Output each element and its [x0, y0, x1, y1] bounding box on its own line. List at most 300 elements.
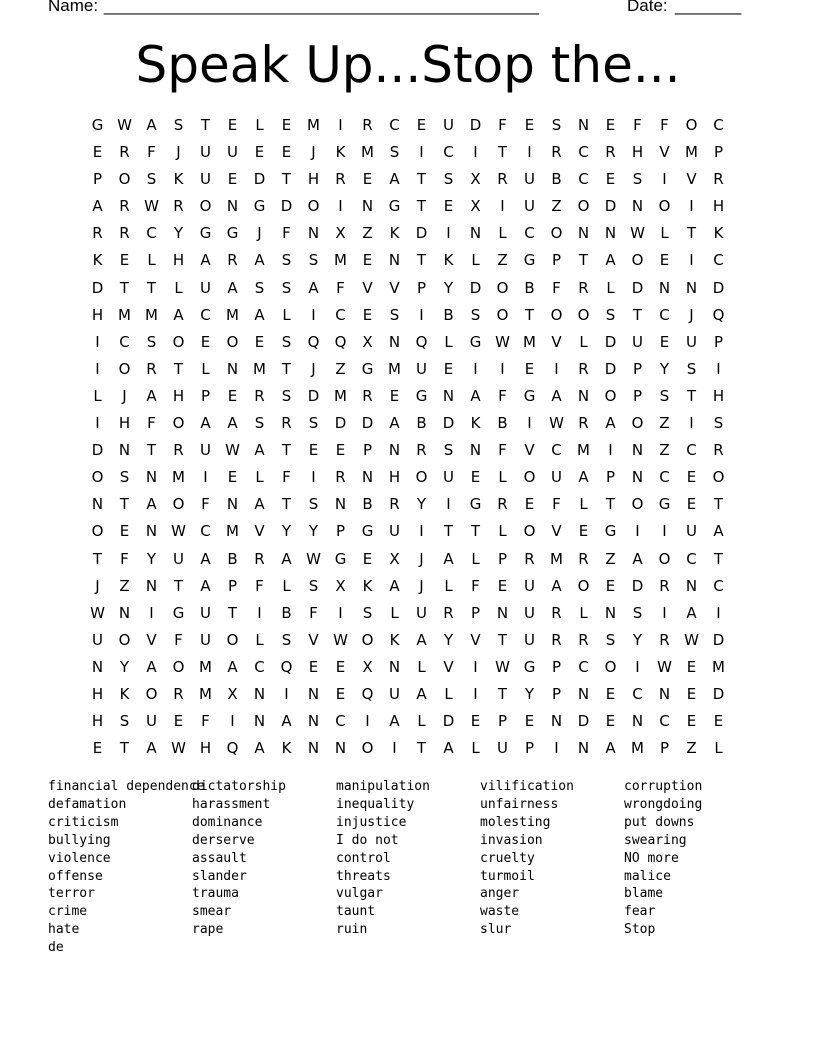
- grid-letter: P: [92, 170, 103, 189]
- grid-letter: N: [226, 359, 239, 378]
- grid-letter: Z: [335, 359, 346, 378]
- grid-letter: B: [416, 414, 427, 433]
- grid-letter: F: [336, 278, 345, 297]
- grid-letter: V: [551, 522, 562, 541]
- grid-letter: B: [443, 305, 454, 324]
- grid-letter: C: [713, 116, 724, 134]
- grid-letter: T: [416, 251, 427, 270]
- word-bank-item: ruin: [336, 922, 368, 938]
- grid-letter: O: [577, 305, 590, 324]
- grid-letter: B: [524, 278, 535, 297]
- grid-letter: I: [338, 603, 343, 622]
- grid-letter: T: [497, 684, 508, 703]
- grid-letter: A: [254, 251, 265, 270]
- grid-letter: S: [470, 305, 481, 324]
- grid-letter: N: [91, 657, 104, 676]
- grid-letter: N: [226, 197, 239, 216]
- grid-letter: V: [470, 630, 481, 649]
- grid-letter: E: [605, 712, 616, 731]
- grid-letter: C: [578, 170, 589, 189]
- grid-letter: A: [389, 712, 400, 731]
- grid-letter: F: [498, 116, 507, 134]
- grid-letter: W: [117, 116, 132, 134]
- grid-letter: Y: [416, 495, 427, 514]
- grid-letter: N: [307, 224, 320, 243]
- grid-letter: E: [686, 684, 697, 703]
- grid-letter: T: [119, 495, 130, 514]
- grid-letter: S: [362, 603, 373, 622]
- grid-letter: S: [308, 576, 319, 595]
- grid-letter: G: [361, 359, 374, 378]
- grid-letter: D: [604, 197, 617, 216]
- grid-letter: H: [712, 197, 725, 216]
- grid-letter: R: [578, 278, 589, 297]
- grid-letter: L: [417, 712, 426, 731]
- grid-letter: L: [579, 332, 588, 351]
- grid-letter: U: [200, 603, 211, 622]
- grid-letter: T: [497, 630, 508, 649]
- grid-letter: L: [255, 116, 264, 134]
- grid-letter: D: [712, 684, 725, 703]
- grid-letter: I: [257, 603, 262, 622]
- grid-letter: T: [146, 441, 157, 460]
- grid-letter: T: [713, 549, 724, 568]
- grid-letter: R: [659, 576, 670, 595]
- grid-letter: I: [95, 414, 100, 433]
- grid-letter: I: [473, 359, 478, 378]
- grid-letter: X: [362, 657, 373, 676]
- grid-letter: B: [497, 414, 508, 433]
- word-bank-item: hate: [48, 922, 80, 938]
- grid-letter: I: [635, 657, 640, 676]
- grid-letter: I: [284, 684, 289, 703]
- grid-letter: O: [658, 197, 671, 216]
- grid-letter: B: [551, 170, 562, 189]
- grid-letter: D: [91, 441, 104, 460]
- grid-letter: S: [551, 116, 562, 134]
- grid-letter: L: [471, 251, 480, 270]
- grid-letter: N: [361, 197, 374, 216]
- grid-letter: R: [497, 170, 508, 189]
- grid-letter: G: [523, 657, 536, 676]
- grid-letter: S: [443, 441, 454, 460]
- grid-letter: D: [469, 116, 482, 134]
- grid-letter: K: [92, 251, 103, 270]
- grid-letter: N: [577, 116, 590, 134]
- grid-letter: O: [496, 305, 509, 324]
- grid-letter: O: [118, 170, 131, 189]
- grid-letter: W: [630, 224, 645, 243]
- grid-letter: N: [631, 712, 644, 731]
- grid-letter: C: [443, 143, 454, 162]
- grid-letter: T: [227, 603, 238, 622]
- grid-letter: X: [335, 576, 346, 595]
- grid-letter: E: [335, 684, 346, 703]
- grid-letter: O: [91, 468, 104, 487]
- grid-letter: O: [577, 576, 590, 595]
- grid-letter: K: [335, 143, 346, 162]
- grid-letter: A: [254, 739, 265, 758]
- grid-letter: Q: [280, 657, 293, 676]
- grid-letter: N: [685, 576, 698, 595]
- grid-letter: A: [227, 278, 238, 297]
- grid-letter: R: [335, 468, 346, 487]
- word-bank-item: de: [48, 940, 64, 956]
- grid-letter: I: [689, 197, 694, 216]
- word-bank-item: trauma: [192, 886, 239, 902]
- grid-letter: M: [361, 143, 374, 162]
- grid-letter: A: [146, 495, 157, 514]
- grid-letter: O: [658, 549, 671, 568]
- grid-letter: S: [254, 414, 265, 433]
- word-bank-item: vulgar: [336, 886, 383, 902]
- word-column: [336, 778, 480, 957]
- grid-letter: T: [281, 495, 292, 514]
- grid-letter: Y: [443, 278, 454, 297]
- grid-letter: G: [334, 549, 347, 568]
- grid-letter: M: [334, 251, 347, 270]
- grid-letter: F: [255, 576, 264, 595]
- grid-letter: Y: [119, 657, 130, 676]
- grid-letter: E: [713, 712, 724, 731]
- word-column: [624, 778, 768, 957]
- grid-letter: D: [361, 414, 374, 433]
- grid-letter: N: [118, 603, 131, 622]
- grid-letter: P: [551, 657, 562, 676]
- grid-letter: L: [93, 386, 102, 405]
- grid-letter: H: [91, 684, 104, 703]
- word-bank-item: control: [336, 850, 391, 866]
- grid-letter: G: [253, 197, 266, 216]
- grid-letter: V: [551, 332, 562, 351]
- grid-letter: U: [686, 332, 697, 351]
- grid-letter: E: [362, 549, 373, 568]
- grid-letter: W: [495, 657, 510, 676]
- grid-letter: S: [119, 712, 130, 731]
- word-bank-item: threats: [336, 868, 391, 884]
- grid-letter: B: [281, 603, 292, 622]
- grid-letter: T: [173, 359, 184, 378]
- grid-letter: D: [604, 359, 617, 378]
- grid-letter: C: [632, 684, 643, 703]
- grid-letter: B: [362, 495, 373, 514]
- grid-letter: E: [308, 657, 319, 676]
- grid-letter: I: [500, 359, 505, 378]
- grid-letter: A: [389, 170, 400, 189]
- grid-letter: S: [281, 332, 292, 351]
- grid-letter: A: [281, 712, 292, 731]
- grid-letter: R: [578, 359, 589, 378]
- grid-letter: O: [145, 684, 158, 703]
- date-label: Date:: [627, 0, 668, 15]
- grid-letter: I: [662, 603, 667, 622]
- grid-letter: M: [334, 386, 347, 405]
- grid-letter: A: [146, 116, 157, 134]
- grid-letter: N: [334, 739, 347, 758]
- grid-letter: K: [470, 414, 481, 433]
- grid-letter: P: [227, 576, 238, 595]
- grid-letter: M: [226, 305, 239, 324]
- word-bank-item: malice: [624, 868, 671, 884]
- grid-letter: E: [686, 712, 697, 731]
- date-field-line: _______: [675, 0, 742, 15]
- grid-letter: I: [473, 684, 478, 703]
- word-bank-item: cruelty: [480, 850, 535, 866]
- grid-letter: M: [631, 739, 644, 758]
- grid-letter: D: [631, 278, 644, 297]
- grid-letter: I: [716, 603, 721, 622]
- grid-letter: A: [470, 386, 481, 405]
- grid-letter: A: [254, 441, 265, 460]
- grid-letter: S: [659, 386, 670, 405]
- grid-letter: F: [282, 468, 291, 487]
- grid-letter: E: [470, 712, 481, 731]
- word-bank-item: corruption: [624, 779, 703, 794]
- grid-letter: N: [253, 712, 266, 731]
- grid-letter: S: [389, 305, 400, 324]
- grid-letter: W: [90, 603, 105, 622]
- grid-letter: F: [498, 441, 507, 460]
- word-bank-item: Stop: [624, 922, 656, 938]
- grid-letter: S: [632, 170, 643, 189]
- grid-letter: W: [171, 739, 186, 758]
- grid-letter: A: [200, 549, 211, 568]
- grid-letter: E: [227, 116, 238, 134]
- grid-letter: L: [201, 359, 210, 378]
- word-bank-item: anger: [480, 886, 520, 902]
- grid-letter: F: [471, 576, 480, 595]
- grid-letter: A: [92, 197, 103, 216]
- grid-letter: O: [307, 197, 320, 216]
- grid-letter: L: [714, 739, 723, 758]
- word-bank-item: bullying: [48, 832, 111, 848]
- word-bank-item: put downs: [624, 814, 695, 830]
- grid-letter: Z: [551, 197, 562, 216]
- grid-letter: D: [415, 224, 428, 243]
- grid-letter: R: [254, 549, 265, 568]
- grid-letter: W: [657, 657, 672, 676]
- grid-letter: N: [469, 441, 482, 460]
- grid-letter: T: [146, 278, 157, 297]
- grid-letter: N: [577, 739, 590, 758]
- grid-letter: G: [469, 332, 482, 351]
- grid-letter: C: [578, 657, 589, 676]
- grid-letter: N: [388, 332, 401, 351]
- grid-letter: H: [91, 712, 104, 731]
- grid-letter: L: [255, 630, 264, 649]
- grid-letter: O: [523, 468, 536, 487]
- grid-letter: H: [118, 414, 131, 433]
- grid-letter: U: [686, 522, 697, 541]
- grid-letter: F: [201, 712, 210, 731]
- grid-letter: F: [660, 116, 669, 134]
- grid-letter: G: [604, 522, 617, 541]
- grid-letter: I: [527, 143, 532, 162]
- word-bank-item: terror: [48, 886, 95, 902]
- grid-letter: M: [118, 305, 131, 324]
- grid-letter: J: [176, 143, 181, 162]
- grid-letter: Z: [497, 251, 508, 270]
- grid-letter: N: [685, 278, 698, 297]
- grid-letter: H: [307, 170, 320, 189]
- grid-letter: Q: [712, 305, 725, 324]
- word-bank-item: vilification: [480, 779, 574, 794]
- grid-letter: U: [524, 630, 535, 649]
- grid-letter: O: [631, 495, 644, 514]
- grid-letter: E: [227, 468, 238, 487]
- grid-letter: P: [632, 386, 643, 405]
- grid-letter: D: [253, 170, 266, 189]
- grid-letter: F: [309, 603, 318, 622]
- grid-letter: E: [686, 657, 697, 676]
- grid-letter: V: [659, 143, 670, 162]
- word-bank-item: derserve: [192, 832, 255, 848]
- grid-letter: E: [524, 495, 535, 514]
- grid-letter: Q: [226, 739, 239, 758]
- grid-letter: M: [253, 359, 266, 378]
- word-column: [48, 778, 205, 957]
- grid-letter: U: [551, 468, 562, 487]
- grid-letter: N: [145, 576, 158, 595]
- grid-letter: O: [415, 468, 428, 487]
- grid-letter: G: [91, 116, 104, 134]
- grid-letter: O: [172, 332, 185, 351]
- grid-letter: C: [578, 143, 589, 162]
- grid-letter: Y: [281, 522, 292, 541]
- grid-letter: S: [686, 359, 697, 378]
- grid-letter: F: [552, 278, 561, 297]
- grid-letter: I: [419, 143, 424, 162]
- grid-letter: R: [713, 170, 724, 189]
- grid-letter: P: [632, 359, 643, 378]
- grid-letter: Z: [119, 576, 130, 595]
- grid-letter: O: [91, 522, 104, 541]
- grid-letter: D: [631, 576, 644, 595]
- grid-letter: L: [390, 603, 399, 622]
- grid-letter: R: [416, 441, 427, 460]
- grid-letter: D: [280, 197, 293, 216]
- grid-letter: I: [716, 359, 721, 378]
- grid-letter: L: [471, 549, 480, 568]
- grid-letter: R: [173, 684, 184, 703]
- grid-letter: H: [388, 468, 401, 487]
- grid-letter: D: [442, 414, 455, 433]
- word-bank-item: rape: [192, 922, 224, 938]
- word-bank-item: smear: [192, 904, 232, 920]
- grid-letter: P: [605, 468, 616, 487]
- grid-letter: S: [254, 278, 265, 297]
- grid-letter: C: [119, 332, 130, 351]
- grid-letter: F: [633, 116, 642, 134]
- grid-letter: V: [686, 170, 697, 189]
- grid-letter: E: [335, 441, 346, 460]
- grid-letter: K: [713, 224, 724, 243]
- grid-letter: O: [172, 495, 185, 514]
- word-bank-item: wrongdoing: [624, 796, 703, 812]
- grid-letter: I: [149, 603, 154, 622]
- grid-letter: G: [172, 603, 185, 622]
- grid-letter: W: [171, 522, 186, 541]
- grid-letter: P: [524, 739, 535, 758]
- grid-letter: A: [605, 739, 616, 758]
- grid-letter: N: [388, 441, 401, 460]
- grid-letter: T: [119, 739, 130, 758]
- grid-letter: M: [550, 549, 563, 568]
- grid-letter: T: [686, 224, 697, 243]
- grid-letter: G: [388, 197, 401, 216]
- grid-letter: P: [659, 739, 670, 758]
- grid-letter: T: [281, 441, 292, 460]
- letter-grid: [84, 112, 732, 762]
- grid-letter: T: [632, 305, 643, 324]
- grid-letter: S: [119, 468, 130, 487]
- grid-letter: E: [362, 305, 373, 324]
- grid-letter: U: [416, 359, 427, 378]
- word-bank-item: inequality: [336, 796, 415, 812]
- grid-letter: H: [712, 386, 725, 405]
- grid-letter: E: [659, 332, 670, 351]
- grid-letter: O: [523, 522, 536, 541]
- grid-letter: A: [227, 657, 238, 676]
- grid-letter: N: [604, 224, 617, 243]
- grid-letter: S: [605, 630, 616, 649]
- grid-letter: E: [443, 359, 454, 378]
- grid-letter: O: [496, 278, 509, 297]
- grid-letter: D: [712, 630, 725, 649]
- grid-letter: H: [91, 305, 104, 324]
- grid-letter: O: [604, 386, 617, 405]
- grid-letter: O: [172, 657, 185, 676]
- grid-letter: E: [92, 143, 103, 162]
- page-title: Speak Up...Stop the...: [135, 36, 681, 94]
- grid-letter: U: [443, 468, 454, 487]
- grid-letter: E: [389, 386, 400, 405]
- grid-letter: N: [145, 522, 158, 541]
- grid-letter: C: [389, 116, 400, 134]
- grid-letter: I: [473, 143, 478, 162]
- grid-letter: A: [389, 414, 400, 433]
- grid-letter: D: [577, 712, 590, 731]
- word-bank-item: unfairness: [480, 796, 559, 812]
- grid-letter: I: [203, 468, 208, 487]
- grid-letter: E: [470, 468, 481, 487]
- grid-letter: R: [605, 143, 616, 162]
- grid-letter: A: [551, 576, 562, 595]
- grid-letter: A: [443, 739, 454, 758]
- grid-letter: I: [95, 332, 100, 351]
- grid-letter: S: [713, 414, 724, 433]
- grid-letter: R: [578, 549, 589, 568]
- grid-letter: P: [416, 278, 427, 297]
- grid-letter: O: [361, 739, 374, 758]
- grid-letter: X: [362, 332, 373, 351]
- grid-letter: R: [173, 441, 184, 460]
- grid-letter: H: [199, 739, 212, 758]
- grid-letter: N: [631, 468, 644, 487]
- word-bank-item: slur: [480, 922, 512, 938]
- grid-letter: M: [685, 143, 698, 162]
- grid-letter: N: [469, 224, 482, 243]
- word-bank-item: crime: [48, 904, 88, 920]
- grid-letter: I: [554, 739, 559, 758]
- grid-letter: E: [92, 739, 103, 758]
- grid-letter: M: [145, 305, 158, 324]
- grid-letter: E: [119, 251, 130, 270]
- grid-letter: U: [389, 684, 400, 703]
- word-bank-item: offense: [48, 868, 103, 884]
- grid-letter: I: [554, 359, 559, 378]
- grid-letter: E: [308, 441, 319, 460]
